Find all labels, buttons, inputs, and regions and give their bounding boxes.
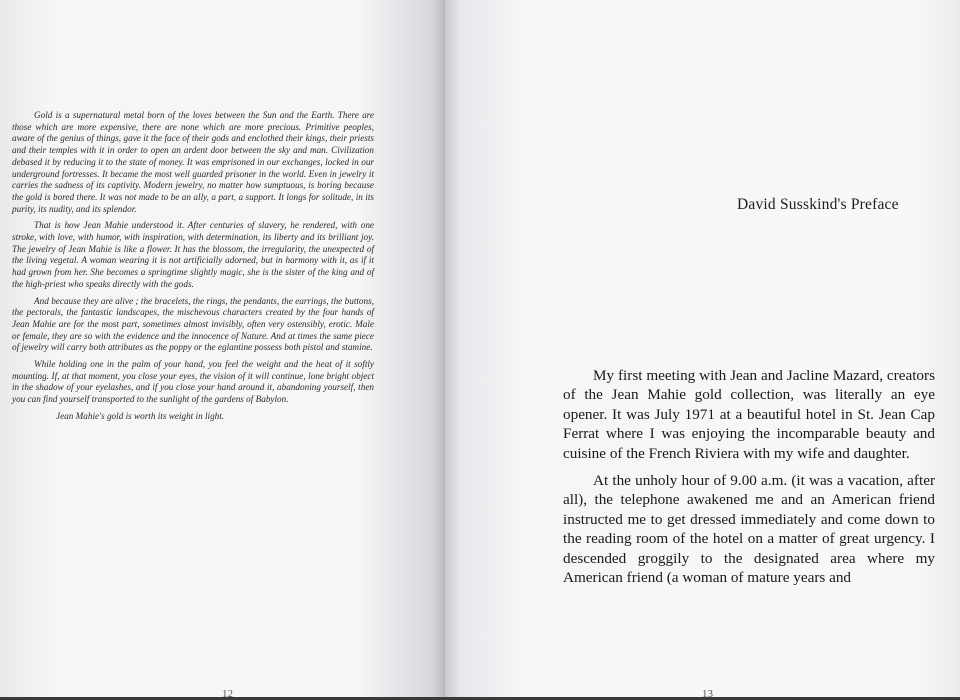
right-paragraph-2: At the unholy hour of 9.00 a.m. (it was a vacation, after all), the telephone awakened me and an American friend instructed me to get dressed immediately and come down to the reading room of the hotel on a matter of great urgency. I descended groggily to the designated area where my American friend (a woman of mature years and: [563, 472, 935, 587]
left-paragraph-3: And because they are alive ; the bracelets, the rings, the pendants, the earrings, the buttons, the pectorals, the fantastic landscapes, the mischevous characters created by the four hands of Jean Mahie are for the most part, sometimes almost invisibly, often very ostensibly, erotic. Male or female, they are so with the evidence and the innocence of Nature. And at times the same piece of jewelry will carry both attributes as the poppy or the eglantine possess both pistol and stamine.: [12, 295, 374, 353]
right-page: [445, 0, 960, 700]
left-paragraph-1: Gold is a supernatural metal born of the loves between the Sun and the Earth. There are those which are more expensive, there are none which are more precious. Primitive peoples, aware of the genius of things, gave it the face of their gods and enclothed their kings, their priests and their temples with it in order to open an ardent door between the sky and man. Civilization debased it by reducing it to the state of money. It was emprisoned in our exchanges, locked in our underground fortresses. It became the most well guarded prisoner in the world. Even in jewelry it carries the sadness of its captivity. Modern jewelry, no matter how sumptuous, is boring because the gold is bored there. It was not made to be an ally, a part, a support. It longs for solitude, in its purity, its nudity, and its splendor.: [12, 110, 374, 214]
preface-title: David Susskind's Preface: [737, 196, 899, 213]
left-paragraph-2: That is how Jean Mahie understood it. After centuries of slavery, he rendered, with one stroke, with love, with humor, with inspiration, with determination, its liberty and its brilliant joy. The jewelry of Jean Mahie is like a flower. It has the blossom, the irregularity, the unexpected of the living vegetal. A woman wearing it is not artificially adorned, but in harmony with it, as if it had grown from her. She becomes a springtime slightly magic, she is the sister of the king and of the high-priest who speaks directly with the gods.: [12, 220, 374, 289]
left-page: [0, 0, 445, 700]
right-paragraph-1: My first meeting with Jean and Jacline Mazard, creators of the Jean Mahie gold collection, was literally an eye opener. It was July 1971 at a beautiful hotel in St. Jean Cap Ferrat where I was enjoying the incomparable beauty and cuisine of the French Riviera with my wife and daughter.: [563, 367, 935, 462]
left-paragraph-4: While holding one in the palm of your hand, you feel the weight and the heat of it softly mounting. If, at that moment, you close your eyes, the vision of it will continue, lone bright object in the shadow of your eyelashes, and if you close your hand around it, abandoning yourself, then you can find yourself transported to the sunlight of the gardens of Babylon.: [12, 359, 374, 405]
right-page-text: [563, 366, 935, 595]
left-paragraph-5: Jean Mahie's gold is worth its weight in light.: [56, 410, 225, 421]
left-page-text: [12, 110, 374, 428]
left-page-number: 12: [222, 688, 233, 700]
right-page-number: 13: [702, 688, 713, 700]
